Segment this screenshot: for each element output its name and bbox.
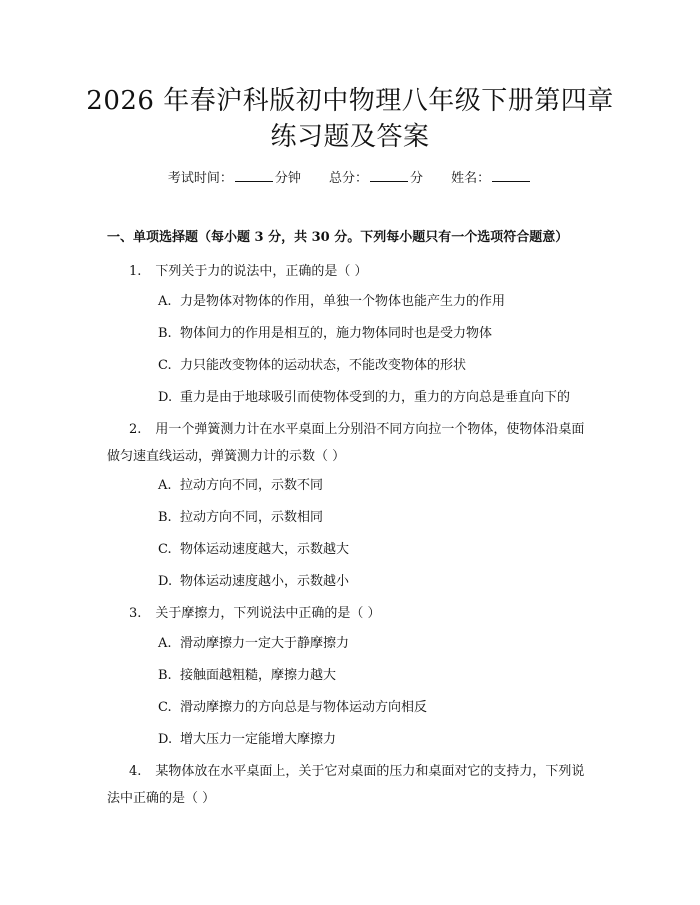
option-text: 滑动摩擦力的方向总是与物体运动方向相反 bbox=[180, 700, 428, 715]
option-text: 滑动摩擦力一定大于静摩擦力 bbox=[180, 636, 350, 651]
student-name-label: 姓名： bbox=[451, 171, 491, 186]
question-text: 某物体放在水平桌面上，关于它对桌面的压力和桌面对它的支持力，下列说法中正确的是（ ） bbox=[107, 764, 585, 806]
option-key: A. bbox=[158, 636, 172, 651]
question-1-option-a bbox=[158, 292, 505, 312]
question-2-option-d bbox=[158, 572, 349, 592]
option-key: B. bbox=[158, 668, 172, 683]
question-1-option-d bbox=[158, 388, 570, 408]
option-key: B. bbox=[158, 510, 172, 525]
option-text: 拉动方向不同，示数不同 bbox=[180, 478, 324, 493]
question-number: 3. bbox=[129, 606, 142, 621]
option-text: 力只能改变物体的运动状态，不能改变物体的形状 bbox=[180, 358, 467, 373]
question-3-stem bbox=[107, 600, 597, 627]
question-text: 关于摩擦力，下列说法中正确的是（ ） bbox=[155, 606, 381, 621]
question-1-stem bbox=[107, 258, 597, 285]
student-name-blank bbox=[492, 168, 530, 182]
option-text: 增大压力一定能增大摩擦力 bbox=[180, 732, 337, 747]
exam-info-row bbox=[0, 168, 700, 189]
option-text: 重力是由于地球吸引而使物体受到的力，重力的方向总是垂直向下的 bbox=[180, 390, 571, 405]
question-1-option-c bbox=[158, 356, 466, 376]
question-text: 用一个弹簧测力计在水平桌面上分别沿不同方向拉一个物体，使物体沿桌面做匀速直线运动，弹簧测力计的示数（ ） bbox=[107, 422, 585, 464]
option-key: D. bbox=[158, 390, 173, 405]
question-number: 1. bbox=[129, 264, 142, 279]
option-key: B. bbox=[158, 326, 172, 341]
exam-time-label: 考试时间： bbox=[167, 171, 233, 186]
option-text: 力是物体对物体的作用，单独一个物体也能产生力的作用 bbox=[180, 294, 506, 309]
total-score-unit: 分 bbox=[410, 171, 424, 186]
question-number: 2. bbox=[129, 422, 142, 437]
question-4-stem bbox=[107, 758, 597, 812]
document-title-line-2: 练习题及答案 bbox=[270, 122, 430, 152]
question-2-option-b bbox=[158, 508, 323, 528]
total-score-label: 总分： bbox=[328, 171, 368, 186]
question-2-option-c bbox=[158, 540, 349, 560]
question-3-option-a bbox=[158, 634, 349, 654]
question-2-option-a bbox=[158, 476, 323, 496]
question-3-option-b bbox=[158, 666, 336, 686]
option-key: C. bbox=[158, 358, 172, 373]
option-text: 接触面越粗糙，摩擦力越大 bbox=[180, 668, 337, 683]
question-number: 4. bbox=[129, 764, 142, 779]
student-name-field bbox=[451, 168, 532, 189]
option-key: A. bbox=[158, 294, 172, 309]
document-title-line-1: 2026 年春沪科版初中物理八年级下册第四章 bbox=[86, 86, 614, 116]
option-text: 物体运动速度越小，示数越小 bbox=[180, 574, 350, 589]
total-score-field bbox=[329, 168, 423, 189]
total-score-blank bbox=[370, 168, 408, 182]
question-3-option-c bbox=[158, 698, 427, 718]
option-key: D. bbox=[158, 574, 173, 589]
option-text: 物体间力的作用是相互的，施力物体同时也是受力物体 bbox=[180, 326, 493, 341]
exam-time-unit: 分钟 bbox=[274, 171, 301, 186]
question-text: 下列关于力的说法中，正确的是（ ） bbox=[155, 264, 368, 279]
question-1-option-b bbox=[158, 324, 492, 344]
question-3-option-d bbox=[158, 730, 336, 750]
section-heading: 一、单项选择题（每小题 3 分，共 30 分。下列每小题只有一个选项符合题意） bbox=[107, 230, 569, 245]
question-2-stem bbox=[107, 416, 597, 470]
option-text: 拉动方向不同，示数相同 bbox=[180, 510, 324, 525]
option-key: C. bbox=[158, 700, 172, 715]
option-key: D. bbox=[158, 732, 173, 747]
option-key: C. bbox=[158, 542, 172, 557]
option-key: A. bbox=[158, 478, 172, 493]
exam-time-blank bbox=[235, 168, 273, 182]
option-text: 物体运动速度越大，示数越大 bbox=[180, 542, 350, 557]
exam-time-field bbox=[168, 168, 301, 189]
